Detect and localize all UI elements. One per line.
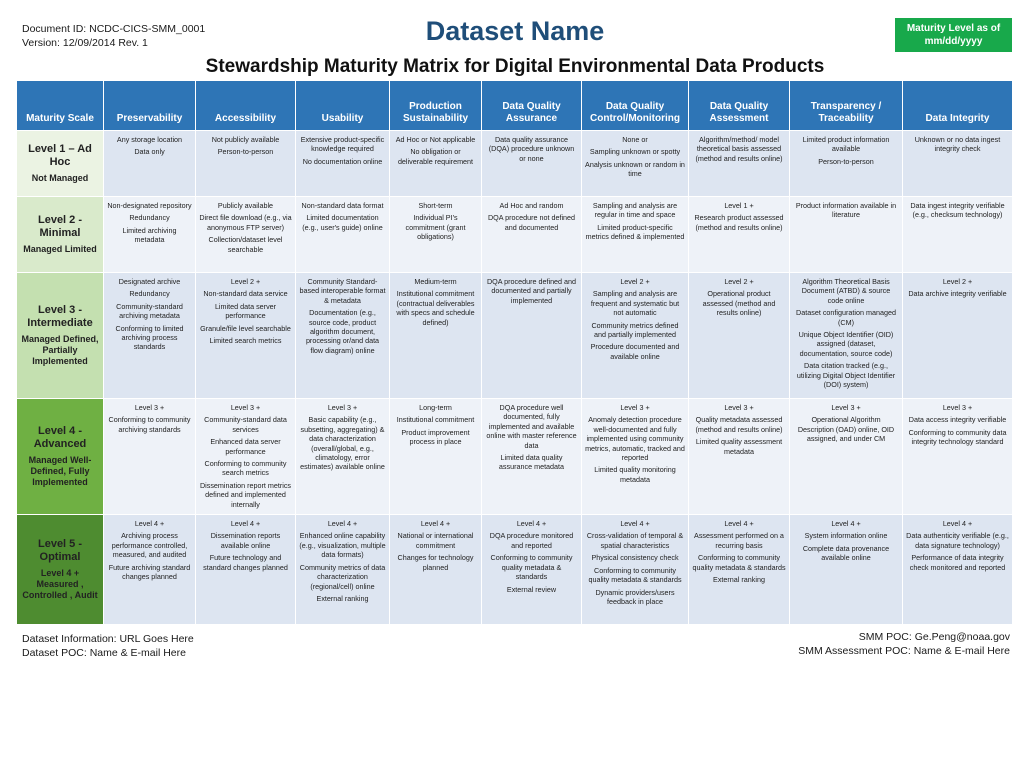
- cell-text: Extensive product-specific knowledge required: [300, 135, 385, 154]
- matrix-cell: [104, 273, 196, 399]
- cell-text: Not publicly available: [211, 135, 280, 144]
- cell-text: Data citation tracked (e.g., utilizing Digital Object Identifier (DOI) system): [796, 361, 896, 390]
- maturity-badge-line1: Maturity Level as of: [906, 23, 1001, 34]
- cell-text: Redundancy: [129, 213, 170, 223]
- smm-poc: SMM POC: Ge.Peng@noaa.gov: [858, 631, 1010, 643]
- cell-text: Product improvement process in place: [401, 427, 470, 447]
- matrix-cell: [296, 197, 390, 273]
- cell-text: Level 2 +: [724, 277, 754, 286]
- cell-text: Community metrics of data characterization (regional/cell) online: [299, 562, 386, 591]
- maturity-row-level-3: [17, 273, 1013, 399]
- matrix-cell: [689, 515, 790, 625]
- maturity-row-level-4: [17, 399, 1013, 515]
- maturity-row-level-1: [17, 131, 1013, 197]
- cell-text: Level 3 +: [327, 403, 358, 412]
- cell-text: Level 4 +: [420, 519, 451, 529]
- level-name: Level 1 – Ad Hoc: [28, 143, 92, 168]
- cell-text: Conforming to community search metrics: [204, 459, 287, 478]
- cell-text: Performance of data integrity check monitored and reported: [909, 553, 1006, 572]
- column-header-8: Transparency / Traceability: [790, 81, 903, 131]
- cell-text: Level 3 +: [942, 403, 973, 412]
- cell-text: Algorithm Theoretical Basis Document (ATBD) & source code online: [801, 277, 891, 305]
- cell-text: External ranking: [713, 575, 765, 585]
- matrix-cell: [582, 515, 689, 625]
- level-name: Level 4 - Advanced: [33, 425, 87, 451]
- matrix-cell: [903, 273, 1013, 399]
- cell-text: DQA procedure well documented, fully implemented and available online with master reference data: [486, 403, 577, 450]
- cell-text: Level 4 +: [230, 519, 261, 529]
- cell-text: DQA procedure not defined and documented: [487, 213, 576, 232]
- column-header-1: Preservability: [104, 81, 196, 131]
- cell-text: Data quality assurance (DQA) procedure unknown or none: [488, 135, 575, 163]
- cell-text: Granule/file level searchable: [200, 323, 291, 333]
- matrix-cell: [689, 131, 790, 197]
- smm-footer: [798, 630, 1010, 658]
- matrix-cell: [689, 197, 790, 273]
- cell-text: Anomaly detection procedure well-documented and fully implemented using community metrics, automatic, tracked and reported: [585, 415, 685, 463]
- cell-text: Level 4 +: [327, 519, 358, 529]
- level-description: Level 4 + Measured , Controlled , Audit: [22, 568, 98, 601]
- cell-text: Medium-term: [414, 277, 457, 286]
- matrix-cell: [482, 197, 582, 273]
- matrix-cell: [390, 515, 482, 625]
- cell-text: Level 3 +: [620, 403, 650, 412]
- cell-text: Procedure documented and available online: [590, 342, 680, 361]
- cell-text: External ranking: [316, 593, 369, 603]
- cell-text: Collection/dataset level searchable: [208, 235, 283, 254]
- matrix-cell: [582, 197, 689, 273]
- cell-text: Limited data quality assurance metadata: [498, 453, 565, 472]
- cell-text: Limited archiving metadata: [122, 225, 177, 245]
- matrix-cell: [689, 399, 790, 515]
- column-header-6: Data Quality Control/Monitoring: [582, 81, 689, 131]
- cell-text: Conforming to community quality metadata & standards: [692, 553, 786, 572]
- cell-text: Long-term: [419, 403, 452, 412]
- matrix-cell: [790, 131, 903, 197]
- cell-text: Data authenticity verifiable (e.g., data signature technology): [906, 531, 1009, 550]
- stewardship-maturity-matrix: [16, 80, 1013, 625]
- cell-text: Assessment performed on a recurring basis: [694, 531, 784, 550]
- cell-text: Person-to-person: [818, 156, 874, 166]
- cell-text: Documentation (e.g., source code, product algorithm document, processing or/and data flow diagram) online: [305, 308, 380, 355]
- cell-text: None or: [622, 135, 648, 144]
- cell-text: Person-to-person: [217, 147, 274, 157]
- cell-text: Dissemination report metrics defined and implemented internally: [199, 480, 292, 509]
- matrix-cell: [903, 399, 1013, 515]
- level-cell: [17, 399, 104, 515]
- column-header-7: Data Quality Assessment: [689, 81, 790, 131]
- level-cell: [17, 515, 104, 625]
- cell-text: Level 3 +: [134, 403, 165, 412]
- cell-text: Conforming to community archiving standards: [108, 415, 191, 434]
- level-description: Managed Limited: [23, 244, 97, 254]
- cell-text: Limited quality assessment metadata: [695, 437, 783, 456]
- cell-text: Limited product information available: [802, 135, 890, 154]
- cell-text: Institutional commitment: [396, 415, 475, 425]
- cell-text: Ad Hoc or Not applicable: [395, 135, 476, 144]
- document-id: Document ID: NCDC-CICS-SMM_0001: [22, 23, 206, 35]
- cell-text: Non-standard data service: [203, 289, 288, 299]
- cell-text: Ad Hoc and random: [499, 201, 564, 210]
- cell-text: Level 2 +: [230, 277, 261, 286]
- cell-text: Cross-validation of temporal & spatial characteristics: [586, 531, 684, 550]
- cell-text: Dataset configuration managed (CM): [796, 308, 896, 327]
- matrix-cell: [390, 197, 482, 273]
- cell-text: Limited documentation (e.g., user's guide) online: [302, 213, 383, 232]
- matrix-cell: [582, 399, 689, 515]
- cell-text: DQA procedure monitored and reported: [489, 531, 574, 550]
- matrix-cell: [296, 131, 390, 197]
- matrix-title: Stewardship Maturity Matrix for Digital Environmental Data Products: [205, 56, 825, 77]
- cell-text: Level 2 +: [620, 277, 650, 286]
- cell-text: Conforming to community quality metadata & standards: [490, 553, 573, 582]
- cell-text: Sampling unknown or spotty: [589, 147, 681, 157]
- document-version: Version: 12/09/2014 Rev. 1: [22, 37, 148, 49]
- matrix-cell: [296, 515, 390, 625]
- cell-text: Redundancy: [129, 289, 170, 299]
- cell-text: Data only: [134, 147, 165, 157]
- cell-text: National or international commitment: [397, 531, 474, 550]
- matrix-cell: [296, 399, 390, 515]
- cell-text: Any storage location: [116, 135, 183, 144]
- cell-text: Enhanced online capability (e.g., visualization, multiple data formats): [299, 531, 386, 560]
- cell-text: Algorithm/method/ model theoretical basis assessed (method and results online): [695, 135, 783, 163]
- matrix-cell: [196, 273, 296, 399]
- cell-text: Non-designated repository: [107, 201, 192, 210]
- cell-text: System information online: [804, 531, 888, 541]
- column-header-2: Accessibility: [196, 81, 296, 131]
- cell-text: Basic capability (e.g., subsetting, aggregating) & data characterization (overall/global, e.g., climatology, error estimates) available online: [300, 415, 385, 472]
- level-description: Managed Defined, Partially Implemented: [21, 334, 99, 366]
- column-header-3: Usability: [296, 81, 390, 131]
- cell-text: Level 1 +: [724, 201, 754, 210]
- maturity-level-badge: [895, 18, 1012, 52]
- cell-text: Institutional commitment (contractual deliverables with specs and schedule defined): [396, 289, 475, 327]
- cell-text: Sampling and analysis are frequent and systematic but not automatic: [590, 289, 680, 318]
- cell-text: Analysis unknown or random in time: [585, 159, 685, 179]
- matrix-cell: [903, 515, 1013, 625]
- level-name: Level 3 - Intermediate: [27, 304, 93, 329]
- cell-text: No obligation or deliverable requirement: [397, 147, 474, 166]
- maturity-row-level-2: [17, 197, 1013, 273]
- cell-text: Dynamic providers/users feedback in place: [595, 587, 675, 606]
- cell-text: Direct file download (e.g., via anonymous FTP server): [199, 213, 292, 232]
- cell-text: Future technology and standard changes planned: [203, 553, 288, 572]
- cell-text: Operational Algorithm Description (OAD) online, OID assigned, and under CM: [797, 415, 895, 444]
- matrix-cell: [104, 131, 196, 197]
- level-name: Level 2 - Minimal: [37, 214, 83, 239]
- cell-text: Community-standard data services: [204, 415, 287, 434]
- matrix-cell: [582, 273, 689, 399]
- cell-text: Physical consistency check: [591, 553, 679, 563]
- level-description: Not Managed: [31, 173, 89, 183]
- matrix-cell: [104, 197, 196, 273]
- cell-text: Individual PI's commitment (grant obligations): [405, 213, 466, 242]
- cell-text: Data ingest integrity verifiable (e.g., checksum technology): [910, 201, 1005, 220]
- matrix-cell: [196, 515, 296, 625]
- maturity-row-level-5: [17, 515, 1013, 625]
- cell-text: Archiving process performance controlled, measured, and audited: [111, 531, 188, 560]
- level-cell: [17, 131, 104, 197]
- level-cell: [17, 273, 104, 399]
- column-header-5: Data Quality Assurance: [482, 81, 582, 131]
- cell-text: Non-standard data format: [301, 201, 384, 210]
- matrix-cell: [104, 399, 196, 515]
- matrix-cell: [790, 273, 903, 399]
- cell-text: Publicly available: [217, 201, 274, 210]
- column-header-4: Production Sustainability: [390, 81, 482, 131]
- cell-text: Limited data server performance: [214, 301, 277, 321]
- level-name: Level 5 - Optimal: [37, 538, 83, 564]
- matrix-cell: [104, 515, 196, 625]
- cell-text: Complete data provenance available online: [802, 543, 890, 563]
- dataset-information: Dataset Information: URL Goes Here: [22, 633, 194, 645]
- cell-text: External review: [506, 584, 557, 594]
- dataset-poc: Dataset POC: Name & E-mail Here: [22, 647, 186, 659]
- matrix-cell: [390, 399, 482, 515]
- matrix-cell: [482, 515, 582, 625]
- cell-text: Level 4 +: [620, 519, 650, 529]
- matrix-cell: [482, 399, 582, 515]
- matrix-cell: [196, 131, 296, 197]
- smm-assessment-poc: SMM Assessment POC: Name & E-mail Here: [798, 645, 1010, 657]
- cell-text: Short-term: [418, 201, 453, 210]
- cell-text: Future archiving standard changes planned: [108, 562, 191, 582]
- cell-text: Level 4 +: [516, 519, 547, 529]
- matrix-cell: [196, 399, 296, 515]
- column-header-9: Data Integrity: [903, 81, 1013, 131]
- level-description: Managed Well-Defined, Fully Implemented: [28, 455, 92, 488]
- cell-text: Conforming to community quality metadata & standards: [588, 565, 682, 585]
- cell-text: Product information available in literature: [795, 201, 897, 220]
- cell-text: Data access integrity verifiable: [908, 415, 1007, 425]
- cell-text: Quality metadata assessed (method and results online): [695, 415, 783, 434]
- cell-text: Level 4 +: [942, 519, 973, 529]
- cell-text: No documentation online: [302, 156, 383, 166]
- matrix-cell: [903, 197, 1013, 273]
- matrix-cell: [390, 131, 482, 197]
- cell-text: Unknown or no data ingest integrity check: [914, 135, 1001, 154]
- cell-text: Unique Object Identifier (OID) assigned (dataset, documentation, source code): [798, 330, 894, 358]
- matrix-cell: [790, 515, 903, 625]
- dataset-name-title: Dataset Name: [425, 16, 605, 46]
- maturity-badge-line2: mm/dd/yyyy: [924, 36, 983, 47]
- cell-text: Designated archive: [118, 277, 181, 286]
- matrix-cell: [903, 131, 1013, 197]
- matrix-header-row: [17, 81, 1013, 131]
- matrix-cell: [390, 273, 482, 399]
- level-cell: [17, 197, 104, 273]
- cell-text: Community Standard-based interoperable format & metadata: [299, 277, 386, 305]
- cell-text: Level 4 +: [831, 519, 861, 529]
- cell-text: Level 2 +: [942, 277, 973, 286]
- matrix-body: [17, 131, 1013, 625]
- cell-text: Limited quality monitoring metadata: [594, 465, 676, 484]
- cell-text: Level 3 +: [831, 403, 861, 412]
- cell-text: Level 4 +: [724, 519, 754, 529]
- cell-text: Sampling and analysis are regular in time and space: [592, 201, 678, 220]
- cell-text: Dissemination reports available online: [210, 531, 281, 550]
- cell-text: Level 3 +: [724, 403, 754, 412]
- matrix-cell: [582, 131, 689, 197]
- matrix-cell: [482, 131, 582, 197]
- cell-text: Level 3 +: [230, 403, 261, 412]
- cell-text: Changes for technology planned: [397, 553, 474, 572]
- cell-text: Limited product-specific metrics defined & implemented: [585, 222, 685, 242]
- cell-text: Operational product assessed (method and results online): [702, 289, 776, 318]
- cell-text: Community metrics defined and partially implemented: [591, 320, 679, 340]
- matrix-cell: [482, 273, 582, 399]
- cell-text: Limited search metrics: [209, 336, 282, 346]
- dataset-footer: [22, 632, 194, 660]
- matrix-cell: [296, 273, 390, 399]
- cell-text: Conforming to community data integrity technology standard: [908, 427, 1007, 447]
- cell-text: Enhanced data server performance: [210, 437, 281, 456]
- matrix-cell: [196, 197, 296, 273]
- cell-text: Research product assessed (method and results online): [694, 213, 784, 232]
- document-metadata: [22, 22, 205, 50]
- column-header-0: Maturity Scale: [17, 81, 104, 131]
- matrix-cell: [689, 273, 790, 399]
- cell-text: DQA procedure defined and documented and partially implemented: [486, 277, 577, 305]
- matrix-cell: [790, 197, 903, 273]
- cell-text: Conforming to limited archiving process standards: [115, 323, 184, 352]
- cell-text: Community-standard archiving metadata: [116, 301, 183, 321]
- cell-text: Data archive integrity verifiable: [908, 289, 1007, 299]
- cell-text: Level 4 +: [134, 519, 165, 529]
- matrix-cell: [790, 399, 903, 515]
